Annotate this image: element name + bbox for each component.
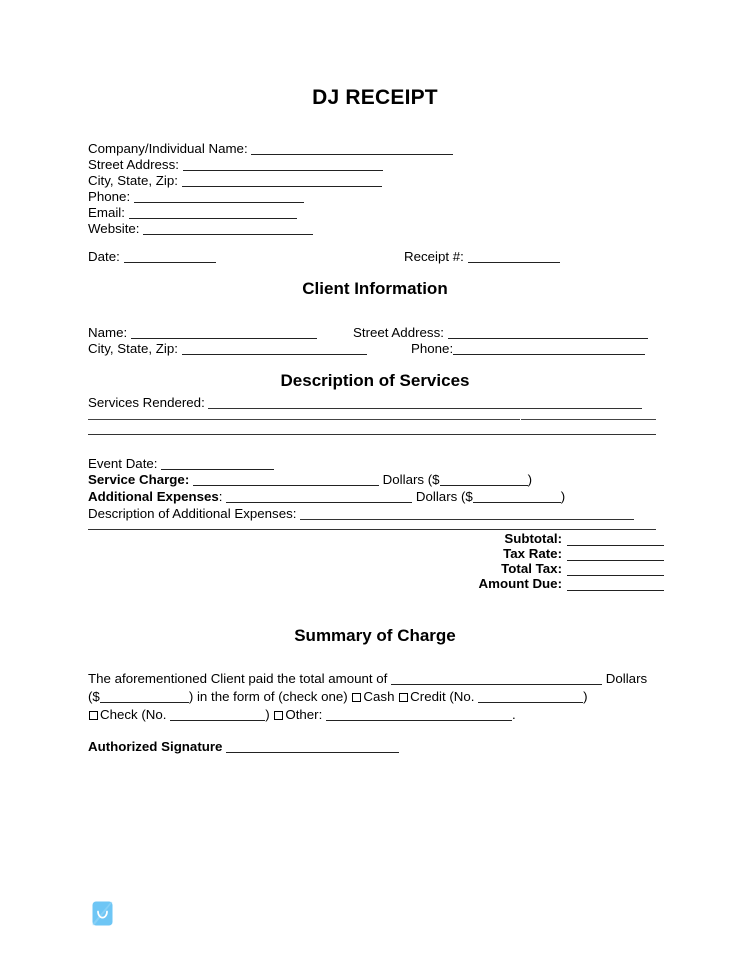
other-period: .: [512, 707, 516, 722]
city-state-zip-field[interactable]: [88, 173, 382, 188]
services-rendered-line-3[interactable]: [88, 434, 656, 435]
page-title: DJ RECEIPT: [312, 86, 438, 109]
company-name-blank[interactable]: [251, 143, 453, 155]
phone-label: Phone:: [88, 189, 131, 204]
subtotal-blank[interactable]: [567, 534, 664, 546]
tax-rate-blank[interactable]: [567, 549, 664, 561]
client-city-state-zip-blank[interactable]: [182, 343, 367, 355]
receipt-number-label: Receipt #:: [404, 249, 464, 264]
subtotal-row[interactable]: [400, 531, 664, 546]
services-rendered-line-2a[interactable]: [88, 419, 520, 420]
event-date-label: Event Date:: [88, 456, 158, 471]
street-address-label: Street Address:: [88, 157, 179, 172]
city-state-zip-label: City, State, Zip:: [88, 173, 178, 188]
email-blank[interactable]: [129, 207, 297, 219]
other-label: Other:: [285, 707, 323, 722]
additional-expenses-words-blank[interactable]: [226, 491, 412, 503]
client-street-address-field[interactable]: [353, 325, 648, 340]
subtotal-label: Subtotal:: [504, 531, 562, 546]
client-name-field[interactable]: [88, 325, 317, 340]
date-label: Date:: [88, 249, 120, 264]
amount-due-blank[interactable]: [567, 579, 664, 591]
phone-field[interactable]: [88, 189, 304, 204]
description-of-services-heading: Description of Services: [280, 371, 470, 390]
receipt-number-blank[interactable]: [468, 251, 560, 263]
date-blank[interactable]: [124, 251, 216, 263]
amount-due-label: Amount Due:: [478, 576, 562, 591]
additional-expenses-colon: :: [218, 489, 223, 504]
credit-label: Credit (No.: [410, 689, 475, 704]
client-city-state-zip-field[interactable]: [88, 341, 367, 356]
additional-expenses-field[interactable]: [88, 489, 565, 504]
website-label: Website:: [88, 221, 140, 236]
additional-expenses-label: Additional Expenses: [88, 489, 219, 504]
cash-label: Cash: [363, 689, 395, 704]
services-rendered-blank[interactable]: [208, 397, 642, 409]
website-field[interactable]: [88, 221, 313, 236]
summary-payment-form-text: ) in the form of (check one): [188, 689, 348, 704]
expenses-description-field[interactable]: [88, 506, 634, 521]
client-phone-field[interactable]: [411, 341, 645, 356]
receipt-number-field[interactable]: [404, 249, 560, 264]
service-charge-close-paren: ): [527, 472, 533, 487]
credit-number-blank[interactable]: [478, 691, 583, 703]
client-information-heading: Client Information: [302, 279, 448, 298]
expenses-description-line-2[interactable]: [88, 529, 656, 530]
client-name-blank[interactable]: [131, 327, 317, 339]
check-close-paren: ): [265, 707, 270, 722]
additional-expenses-dollars-label: Dollars ($: [415, 489, 473, 504]
credit-close-paren: ): [583, 689, 588, 704]
summary-amount-words-blank[interactable]: [391, 673, 602, 685]
document-smile-logo: [92, 901, 113, 926]
client-phone-label: Phone:: [411, 341, 454, 356]
website-blank[interactable]: [143, 223, 313, 235]
city-state-zip-blank[interactable]: [182, 175, 382, 187]
tax-rate-row[interactable]: [400, 546, 664, 561]
client-name-label: Name:: [88, 325, 128, 340]
check-label: Check (No.: [100, 707, 167, 722]
services-rendered-field[interactable]: [88, 395, 642, 410]
client-street-address-label: Street Address:: [353, 325, 444, 340]
event-date-field[interactable]: [88, 456, 274, 471]
service-charge-words-blank[interactable]: [193, 474, 379, 486]
street-address-field[interactable]: [88, 157, 383, 172]
summary-line-2[interactable]: [88, 689, 588, 704]
service-charge-field[interactable]: [88, 472, 532, 487]
checkbox-other[interactable]: [274, 711, 283, 720]
total-tax-row[interactable]: [400, 561, 664, 576]
authorized-signature-blank[interactable]: [226, 741, 399, 753]
checkbox-check[interactable]: [89, 711, 98, 720]
total-tax-label: Total Tax:: [501, 561, 562, 576]
summary-dollars-label: Dollars: [605, 671, 648, 686]
expenses-description-blank[interactable]: [300, 508, 634, 520]
authorized-signature-field[interactable]: [88, 739, 399, 754]
additional-expenses-close-paren: ): [560, 489, 566, 504]
additional-expenses-amount-blank[interactable]: [473, 491, 561, 503]
summary-of-charge-heading: Summary of Charge: [294, 626, 456, 645]
totals-block: [400, 531, 664, 591]
event-date-blank[interactable]: [161, 458, 274, 470]
client-street-address-blank[interactable]: [448, 327, 648, 339]
authorized-signature-label: Authorized Signature: [88, 739, 223, 754]
company-name-label: Company/Individual Name:: [88, 141, 248, 156]
other-blank[interactable]: [326, 709, 512, 721]
service-charge-dollars-label: Dollars ($: [382, 472, 440, 487]
service-charge-label: Service Charge:: [88, 472, 190, 487]
services-rendered-line-2b[interactable]: [521, 419, 656, 420]
company-name-field[interactable]: [88, 141, 453, 156]
checkbox-credit[interactable]: [399, 693, 408, 702]
total-tax-blank[interactable]: [567, 564, 664, 576]
date-field[interactable]: [88, 249, 216, 264]
summary-line-1-text: The aforementioned Client paid the total amount of: [88, 671, 388, 686]
summary-dollar-open: ($: [88, 689, 100, 704]
service-charge-amount-blank[interactable]: [440, 474, 528, 486]
summary-line-1[interactable]: [88, 671, 647, 686]
summary-line-3[interactable]: [88, 707, 516, 722]
amount-due-row[interactable]: [400, 576, 664, 591]
email-label: Email:: [88, 205, 125, 220]
client-city-state-zip-label: City, State, Zip:: [88, 341, 178, 356]
client-phone-blank[interactable]: [453, 343, 645, 355]
tax-rate-label: Tax Rate:: [503, 546, 562, 561]
check-number-blank[interactable]: [170, 709, 265, 721]
phone-blank[interactable]: [134, 191, 304, 203]
checkbox-cash[interactable]: [352, 693, 361, 702]
street-address-blank[interactable]: [183, 159, 383, 171]
email-field[interactable]: [88, 205, 297, 220]
services-rendered-label: Services Rendered:: [88, 395, 205, 410]
summary-amount-numeric-blank[interactable]: [100, 691, 189, 703]
expenses-description-label: Description of Additional Expenses:: [88, 506, 297, 521]
